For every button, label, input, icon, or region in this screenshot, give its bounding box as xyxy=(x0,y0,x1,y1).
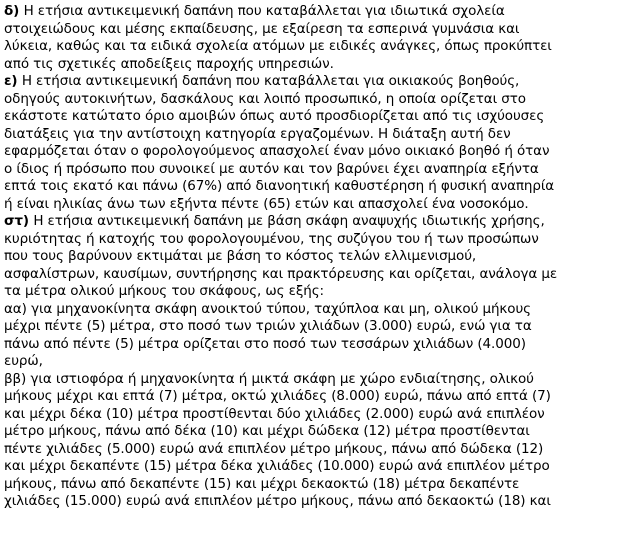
text-line: διατάξεις για την αντίστοιχη κατηγορία εργαζομένων. Η διάταξη αυτή δεν xyxy=(4,125,511,142)
text-line: μέχρι πέντε (5) μέτρα, στο ποσό των τριών χιλιάδων (3.000) ευρώ, ενώ για τα xyxy=(4,318,532,334)
text-line xyxy=(4,73,641,91)
text-line: από τις σχετικές αποδείξεις παροχής υπηρεσιών. xyxy=(4,55,334,72)
text-line: και μέχρι δεκαπέντε (15) μέτρα δέκα χιλιάδες (10.000) ευρώ ανά επιπλέον μέτρο xyxy=(4,458,550,474)
paragraph-label: στ) xyxy=(4,213,29,229)
line-text: Η ετήσια αντικειμενική δαπάνη που καταβάλλεται για ιδιωτικά σχολεία xyxy=(23,3,505,19)
text-line: λύκεια, καθώς και τα ειδικά σχολεία ατόμων με ειδικές ανάγκες, όπως προκύπτει xyxy=(4,38,552,54)
line-text: για μηχανοκίνητα σκάφη ανοικτού τύπου, ταχύπλοα και μη, ολικού μήκους xyxy=(31,300,531,317)
text-line: μέτρο μήκους, πάνω από δέκα (10) και μέχρι δώδεκα (12) μέτρα προστίθενται xyxy=(4,423,530,439)
paragraph-label: ε) xyxy=(4,73,18,89)
text-line: εφαρμόζεται όταν ο φορολογούμενος απασχολεί έναν μόνο οικιακό βοηθό ή όταν xyxy=(4,143,550,159)
text-line: που τους βαρύνουν εκτιμάται με βάση το κόστος τελών ελλιμενισμού, xyxy=(4,248,477,264)
text-line: κυριότητας ή κατοχής του φορολογουμένου, της συζύγου του ή των προσώπων xyxy=(4,230,539,247)
text-line: ή είναι ηλικίας άνω των εξήντα πέντε (65) ετών και απασχολεί ένα νοσοκόμο. xyxy=(4,195,529,212)
text-line: ο ίδιος ή πρόσωπο που συνοικεί με αυτόν και τον βαρύνει έχει αναπηρία εξήντα xyxy=(4,160,539,177)
paragraph-label: αα) xyxy=(4,300,27,317)
paragraph xyxy=(4,213,641,301)
paragraph xyxy=(4,3,641,73)
text-line: χιλιάδες (15.000) ευρώ ανά επιπλέον μέτρο μήκους, πάνω από δεκαοκτώ (18) και xyxy=(4,493,551,509)
paragraph xyxy=(4,371,641,511)
paragraph-label: ββ) xyxy=(4,370,27,387)
text-line xyxy=(4,371,641,389)
text-line xyxy=(4,3,641,21)
line-text: Η ετήσια αντικειμενική δαπάνη που καταβάλλεται για οικιακούς βοηθούς, xyxy=(21,73,520,89)
text-line xyxy=(4,301,641,319)
text-line: εκάστοτε κατώτατο όριο αμοιβών όπως αυτό προσδιορίζεται από τις ισχύουσες xyxy=(4,108,545,124)
text-line: οδηγούς αυτοκινήτων, δασκάλους και λοιπό προσωπικό, η οποία ορίζεται στο xyxy=(4,90,526,107)
line-text: για ιστιοφόρα ή μηχανοκίνητα ή μικτά σκάφη με χώρο ενδιαίτησης, ολικού xyxy=(30,370,534,387)
text-line xyxy=(4,213,641,231)
paragraph-label: δ) xyxy=(4,3,20,19)
paragraph xyxy=(4,301,641,371)
text-line: και μέχρι δέκα (10) μέτρα προστίθενται δύο χιλιάδες (2.000) ευρώ ανά επιπλέον xyxy=(4,405,545,422)
text-line: πέντε χιλιάδες (5.000) ευρώ ανά επιπλέον μέτρο μήκους, πάνω από δώδεκα (12) xyxy=(4,440,544,457)
text-line: μήκους μέχρι και επτά (7) μέτρα, οκτώ χιλιάδες (8.000) ευρώ, πάνω από επτά (7) xyxy=(4,388,551,404)
paragraph xyxy=(4,73,641,213)
text-line: ασφαλίστρων, καυσίμων, συντήρησης και πρακτόρευσης και ορίζεται, ανάλογα με xyxy=(4,265,558,282)
text-line: ευρώ, xyxy=(4,353,43,369)
text-line: στοιχειώδους και μέσης εκπαίδευσης, με εξαίρεση τα εσπερινά γυμνάσια και xyxy=(4,20,520,37)
line-text: Η ετήσια αντικειμενική δαπάνη με βάση σκάφη αναψυχής ιδιωτικής χρήσης, xyxy=(33,213,545,229)
text-line: τα μέτρα ολικού μήκους του σκάφους, ως εξής: xyxy=(4,283,324,299)
text-line: πάνω από πέντε (5) μέτρα ορίζεται στο ποσό των τεσσάρων χιλιάδων (4.000) xyxy=(4,335,526,352)
text-line: επτά τοις εκατό και πάνω (67%) από διανοητική καθυστέρηση ή φυσική αναπηρία xyxy=(4,178,555,194)
text-line: μήκους, πάνω από δεκαπέντε (15) και μέχρι δεκαοκτώ (18) μέτρα δεκαπέντε xyxy=(4,475,520,492)
